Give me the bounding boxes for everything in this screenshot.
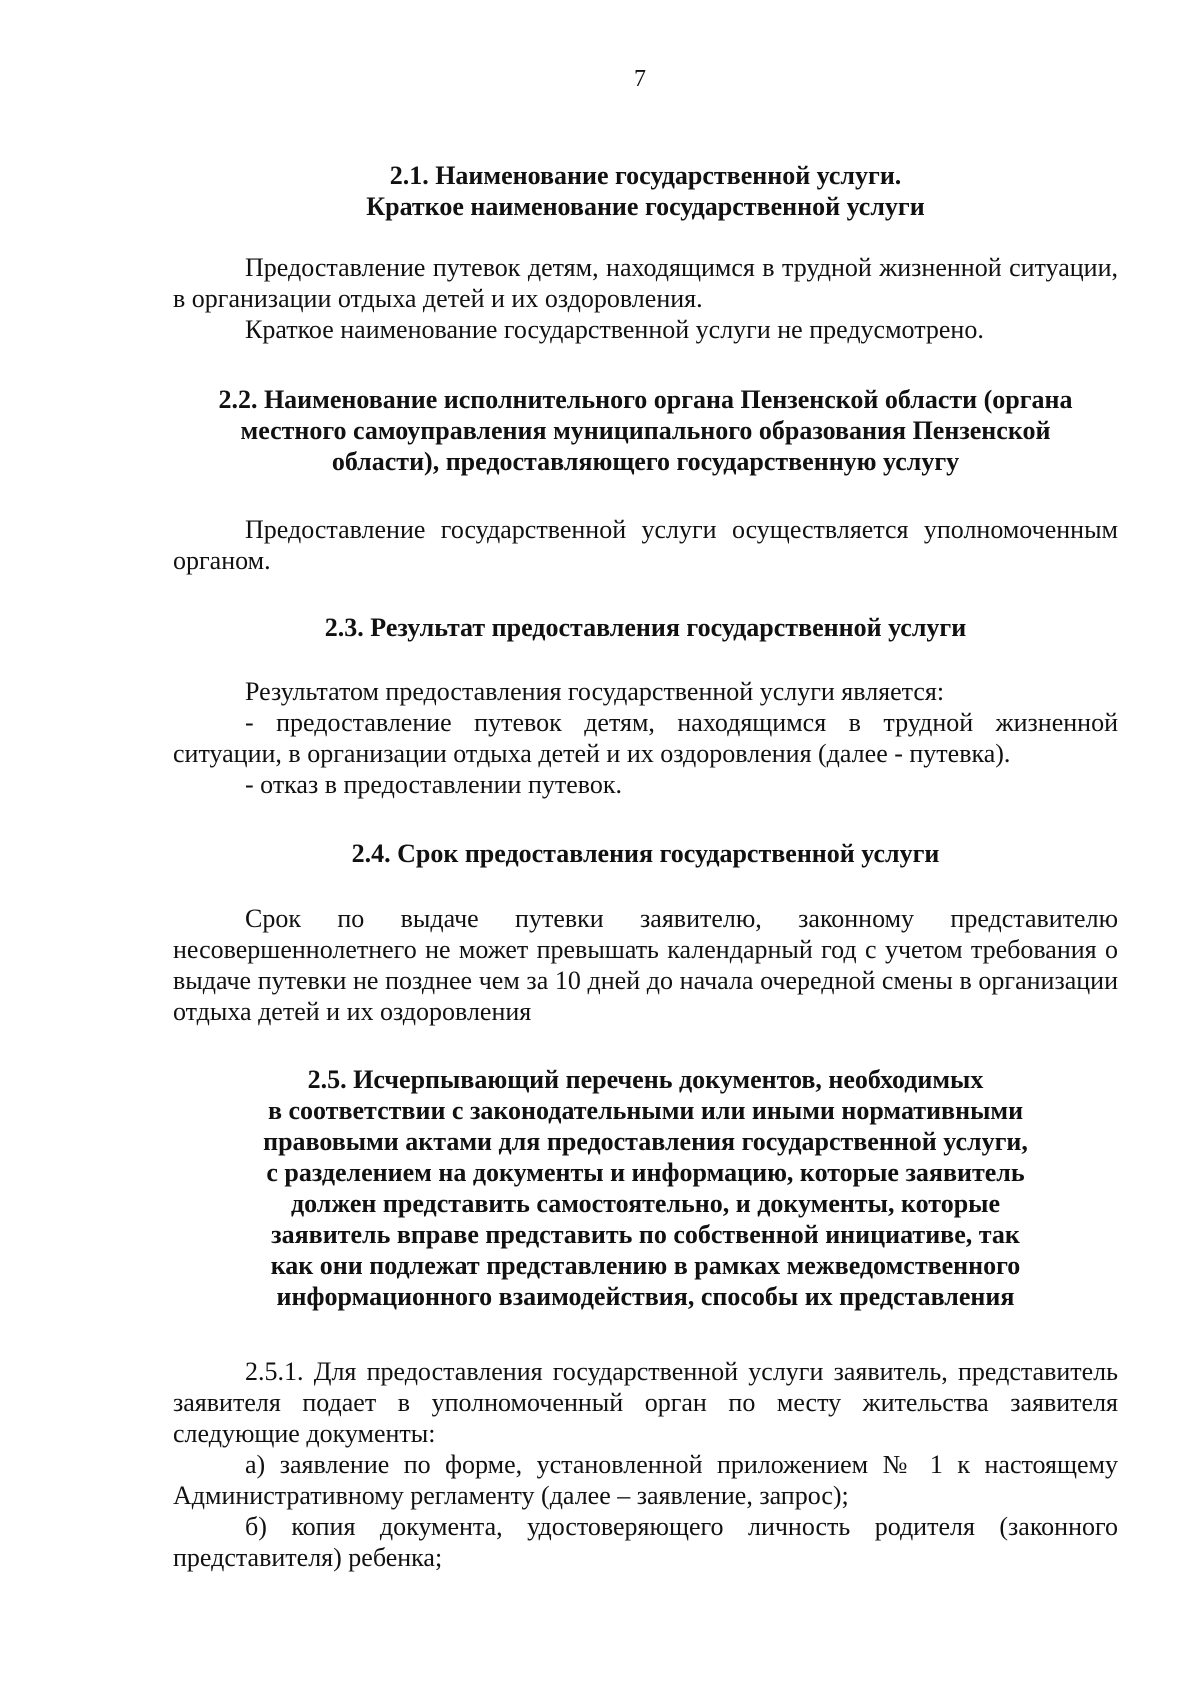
heading-line: области), предоставляющего государственную услугу <box>331 447 960 476</box>
heading-line: как они подлежат представлению в рамках межведомственного <box>270 1251 1021 1280</box>
heading-line: Краткое наименование государственной услуги <box>366 192 925 221</box>
paragraph: Предоставление путевок детям, находящимся в трудной жизненной ситуации, в организации отдыха детей и их оздоровления. <box>173 253 1118 313</box>
heading-line: заявитель вправе представить по собственной инициативе, так <box>271 1220 1020 1249</box>
heading-line: местного самоуправления муниципального образования Пензенской <box>240 416 1051 445</box>
page-number: 7 <box>634 66 646 92</box>
heading-line: 2.3. Результат предоставления государственной услуги <box>324 613 967 642</box>
paragraph: 2.5.1. Для предоставления государственной услуги заявитель, представитель заявителя подает в уполномоченный орган по месту жительства заявителя следующие документы: <box>173 1357 1118 1448</box>
section-2-4-heading <box>173 838 1118 869</box>
section-2-5-heading <box>173 1064 1118 1312</box>
paragraph: б) копия документа, удостоверяющего личность родителя (законного представителя) ребенка; <box>173 1512 1118 1572</box>
heading-line: с разделением на документы и информацию, которые заявитель <box>266 1158 1025 1187</box>
section-2-2-heading <box>173 384 1118 477</box>
paragraph: - отказ в предоставлении путевок. <box>245 770 622 799</box>
heading-line: 2.4. Срок предоставления государственной услуги <box>351 839 940 868</box>
paragraph: Предоставление государственной услуги осуществляется уполномоченным органом. <box>173 515 1118 575</box>
section-2-1-body <box>173 252 1118 345</box>
section-2-5-body <box>173 1356 1118 1573</box>
paragraph: Краткое наименование государственной услуги не предусмотрено. <box>245 315 984 344</box>
heading-line: 2.1. Наименование государственной услуги. <box>389 161 902 190</box>
heading-line: правовыми актами для предоставления государственной услуги, <box>263 1127 1028 1156</box>
heading-line: 2.5. Исчерпывающий перечень документов, необходимых <box>307 1065 984 1094</box>
section-2-1-heading <box>173 160 1118 222</box>
paragraph: Срок по выдаче путевки заявителю, законному представителю несовершеннолетнего не может превышать календарный год с учетом требования о выдаче путевки не позднее чем за 10 дней до начала очередной смены в организации отдыха детей и их оздоровления <box>173 904 1118 1026</box>
paragraph: - предоставление путевок детям, находящимся в трудной жизненной ситуации, в организации отдыха детей и их оздоровления (далее - путевка). <box>173 708 1118 768</box>
paragraph: Результатом предоставления государственной услуги является: <box>245 677 945 706</box>
section-2-3-body <box>173 676 1118 800</box>
heading-line: 2.2. Наименование исполнительного органа Пензенской области (органа <box>218 385 1073 414</box>
section-2-4-body <box>173 903 1118 1027</box>
paragraph: а) заявление по форме, установленной приложением № 1 к настоящему Административному регламенту (далее – заявление, запрос); <box>173 1450 1118 1510</box>
section-2-2-body <box>173 514 1118 576</box>
heading-line: должен представить самостоятельно, и документы, которые <box>290 1189 1000 1218</box>
heading-line: в соответствии с законодательными или иными нормативными <box>267 1096 1024 1125</box>
heading-line: информационного взаимодействия, способы их представления <box>276 1282 1015 1311</box>
section-2-3-heading <box>173 612 1118 643</box>
